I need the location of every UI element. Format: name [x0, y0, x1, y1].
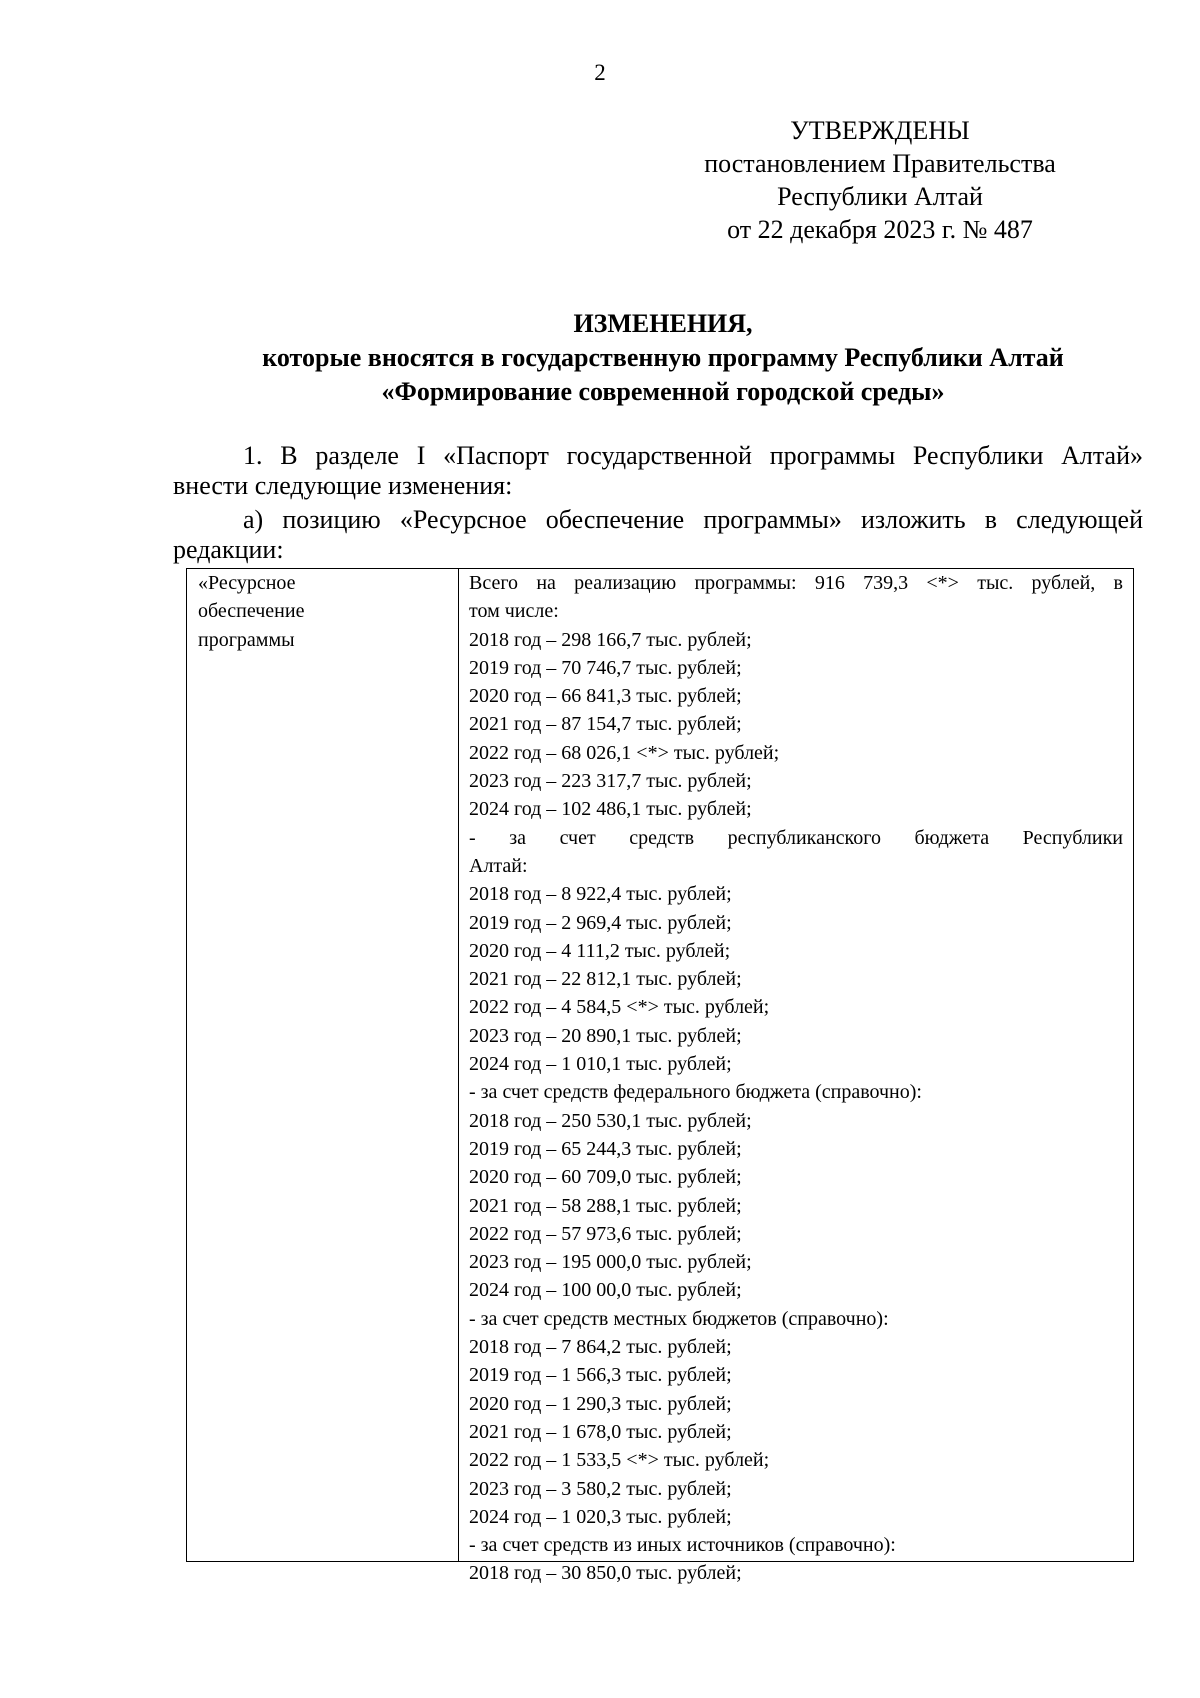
table-value-line: 2024 год – 1 020,3 тыс. рублей;	[469, 1505, 732, 1528]
paragraph-line: а) позицию «Ресурсное обеспечение программы» изложить в следующей	[243, 505, 1143, 534]
table-value-line: 2019 год – 1 566,3 тыс. рублей;	[469, 1364, 732, 1387]
table-value-line: 2024 год – 102 486,1 тыс. рублей;	[469, 798, 752, 821]
table-value-line: - за счет средств из иных источников (справочно):	[469, 1534, 896, 1557]
paragraph-section-1	[173, 441, 1143, 501]
table-value-line: 2018 год – 250 530,1 тыс. рублей;	[469, 1109, 752, 1132]
table-value-line: 2021 год – 22 812,1 тыс. рублей;	[469, 968, 742, 991]
paragraph-item-a	[173, 505, 1143, 565]
table-label-cell	[187, 569, 459, 1561]
approval-stamp-block	[660, 114, 1100, 246]
heading-title: ИЗМЕНЕНИЯ,	[573, 309, 753, 338]
table-label-line: обеспечение	[198, 600, 305, 623]
table-value-line: 2024 год – 100 00,0 тыс. рублей;	[469, 1279, 742, 1302]
table-value-line: том числе:	[469, 600, 559, 623]
heading-program-name: «Формирование современной городской среды»	[381, 377, 945, 406]
table-value-line: 2023 год – 223 317,7 тыс. рублей;	[469, 770, 752, 793]
table-value-line: 2022 год – 68 026,1 <*> тыс. рублей;	[469, 741, 780, 764]
table-value-line: - за счет средств федерального бюджета (справочно):	[469, 1081, 922, 1104]
table-value-line: 2021 год – 1 678,0 тыс. рублей;	[469, 1420, 732, 1443]
table-value-line: Всего на реализацию программы: 916 739,3 <*> тыс. рублей, в	[469, 572, 1123, 594]
table-value-line: 2020 год – 1 290,3 тыс. рублей;	[469, 1392, 732, 1415]
approval-date-line: от 22 декабря 2023 г. № 487	[727, 215, 1033, 244]
paragraph-line: 1. В разделе I «Паспорт государственной программы Республики Алтай»	[243, 441, 1143, 470]
table-value-line: - за счет средств республиканского бюджета Республики	[469, 826, 1123, 849]
table-value-line: 2019 год – 2 969,4 тыс. рублей;	[469, 911, 732, 934]
table-value-line: Алтай:	[469, 854, 528, 877]
table-value-line: 2023 год – 195 000,0 тыс. рублей;	[469, 1251, 752, 1274]
table-value-line: 2022 год – 1 533,5 <*> тыс. рублей;	[469, 1449, 770, 1472]
table-value-line: 2018 год – 7 864,2 тыс. рублей;	[469, 1336, 732, 1359]
table-label-line: «Ресурсное	[198, 572, 296, 594]
table-label-line: программы	[198, 628, 295, 651]
heading-subtitle: которые вносятся в государственную программу Республики Алтай	[262, 343, 1064, 372]
table-value-line: 2019 год – 65 244,3 тыс. рублей;	[469, 1137, 742, 1160]
paragraph-line: внести следующие изменения:	[173, 471, 513, 500]
table-value-cell	[459, 569, 1133, 1585]
approval-line: Республики Алтай	[777, 182, 983, 211]
table-value-line: 2018 год – 30 850,0 тыс. рублей;	[469, 1562, 742, 1585]
table-value-line: 2020 год – 60 709,0 тыс. рублей;	[469, 1166, 742, 1189]
page-number: 2	[594, 60, 606, 85]
table-value-line: 2024 год – 1 010,1 тыс. рублей;	[469, 1053, 732, 1076]
approval-line: постановлением Правительства	[704, 149, 1056, 178]
document-heading	[160, 307, 1166, 409]
table-value-line: 2019 год – 70 746,7 тыс. рублей;	[469, 656, 742, 679]
table-value-line: 2018 год – 298 166,7 тыс. рублей;	[469, 628, 752, 651]
table-value-line: 2018 год – 8 922,4 тыс. рублей;	[469, 883, 732, 906]
resource-provision-table	[186, 568, 1134, 1585]
table-value-line: 2022 год – 4 584,5 <*> тыс. рублей;	[469, 996, 770, 1019]
paragraph-line: редакции:	[173, 535, 284, 564]
table-value-line: 2023 год – 3 580,2 тыс. рублей;	[469, 1477, 732, 1500]
approval-title: УТВЕРЖДЕНЫ	[790, 116, 970, 145]
table-value-line: 2021 год – 58 288,1 тыс. рублей;	[469, 1194, 742, 1217]
table-value-line: 2021 год – 87 154,7 тыс. рублей;	[469, 713, 742, 736]
table-value-line: 2020 год – 4 111,2 тыс. рублей;	[469, 939, 731, 962]
table-value-line: 2022 год – 57 973,6 тыс. рублей;	[469, 1222, 742, 1245]
table-value-line: - за счет средств местных бюджетов (справочно):	[469, 1307, 889, 1330]
table-value-line: 2023 год – 20 890,1 тыс. рублей;	[469, 1024, 742, 1047]
table-value-line: 2020 год – 66 841,3 тыс. рублей;	[469, 685, 742, 708]
